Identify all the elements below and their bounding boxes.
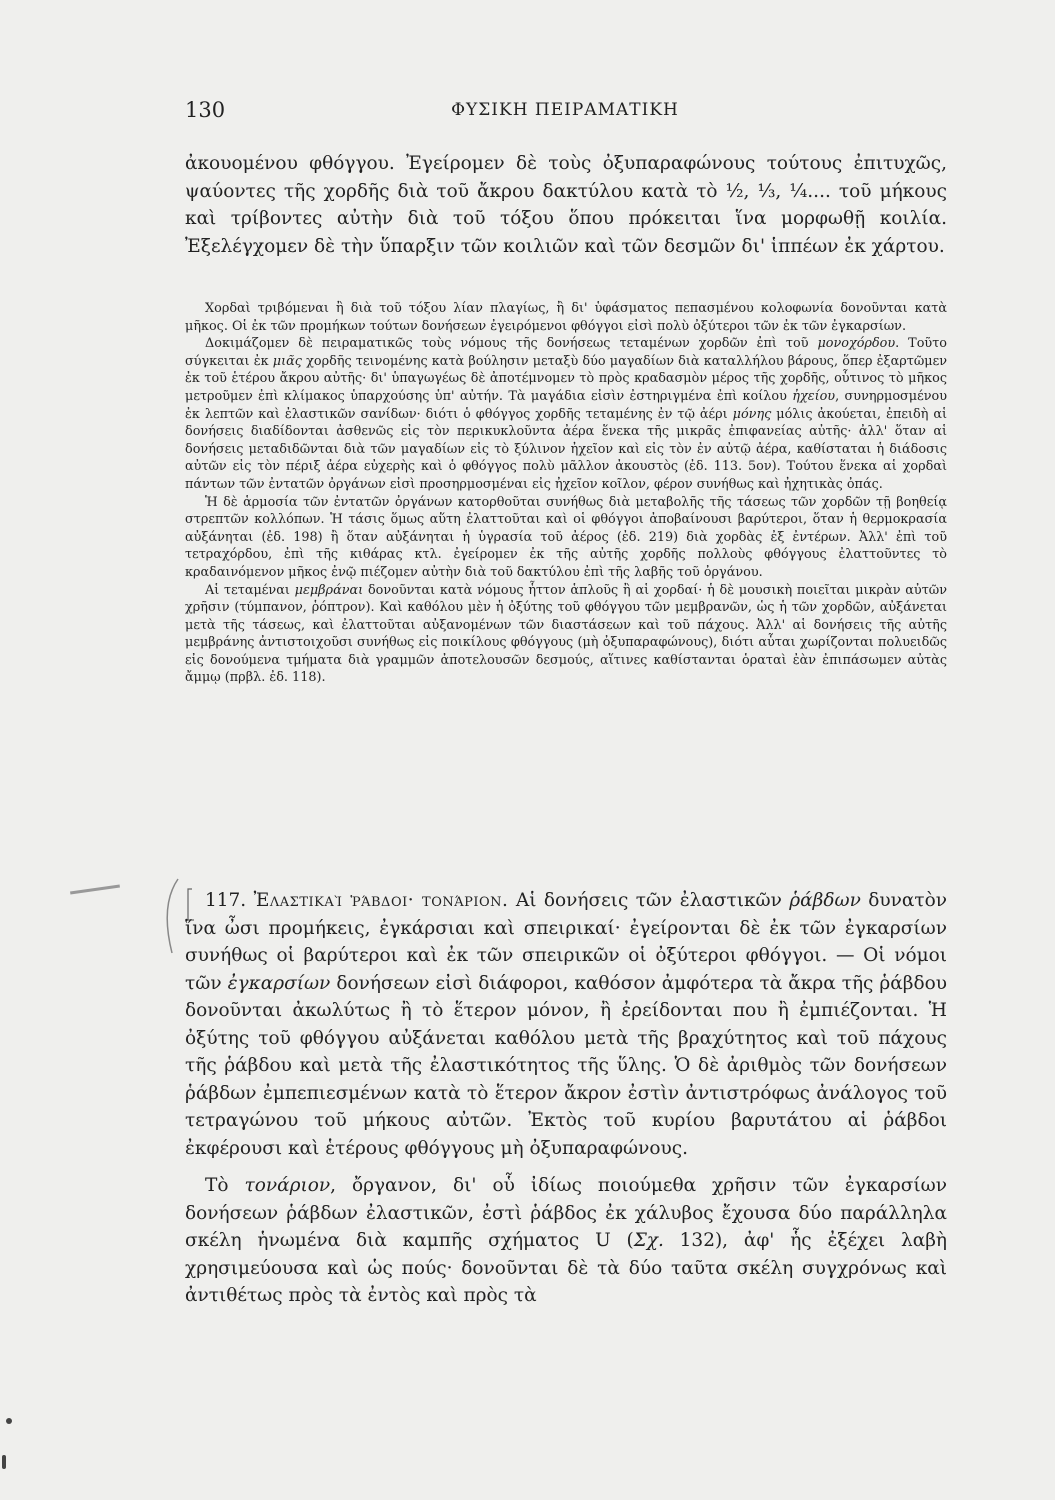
section-number: 117. <box>205 890 247 911</box>
page-number: 130 <box>185 98 226 122</box>
top-paragraph <box>185 150 947 260</box>
page-header <box>185 98 945 128</box>
scan-edge-mark <box>2 1455 6 1469</box>
pencil-bracket-mark <box>60 875 200 955</box>
note-paragraph-2: Δοκιμάζομεν δὲ πειραματικῶς τοὺς νόμους τῆς δονήσεως τεταμένων χορδῶν ἐπὶ τοῦ μονοχόρδου. Τοῦτο σύγκειται ἐκ μιᾶς χορδῆς τεινομένης κατὰ βούλησιν μεταξὺ δύο μαγαδίων διὰ καταλλήλου βάρους, ὅπερ ἐξαρτῶμεν ἐκ τοῦ ἑτέρου ἄκρου αὐτῆς· δι' ὑπαγωγέως δὲ ἀποτέμνομεν τὸ πρὸς κραδασμὸν μέρος τῆς χορδῆς, οὗτινος τὸ μῆκος μετροῦμεν ἐπὶ κλίμακος ὑπαρχούσης ὑπ' αὐτήν. Τὰ μαγάδια εἰσὶν ἐστηριγμένα ἐπὶ κοίλου ἠχείου, συνηρμοσμένου ἐκ λεπτῶν καὶ ἐλαστικῶν σανίδων· διότι ὁ φθόγγος χορδῆς τεταμένης ἐν τῷ ἀέρι μόνης μόλις ἀκούεται, ἐπειδὴ αἱ δονήσεις διαδίδονται ἀσθενῶς εἰς τὸν περικυκλοῦντα ἀέρα ἕνεκα τῆς μικρᾶς ἐπιφανείας αὐτῆς· ἀλλ' ὅταν αἱ δονήσεις μεταδιδῶνται διὰ τῶν μαγαδίων εἰς τὸ ξύλινον ἠχεῖον καὶ εἰς τὸν ἐν αὐτῷ ἀέρα, καθίσταται ἡ διάδοσις αὐτῶν εἰς τὸν πέριξ ἀέρα εὐχερὴς καὶ ὁ φθόγγος πολὺ μᾶλλον ἀκουστὸς (ἐδ. 113. 5ον). Τούτου ἕνεκα αἱ χορδαὶ πάντων τῶν ἐντατῶν ὀργάνων εἰσὶ προσηρμοσμέναι εἰς ἠχεῖον κοῖλον, φέρον συνήθως καὶ ἠχητικὰς ὀπάς. <box>185 336 948 492</box>
running-title: ΦΥΣΙΚΗ ΠΕΙΡΑΜΑΤΙΚΗ <box>451 100 679 120</box>
section-117-paragraph-1: 117. Ἐλαστικαὶ ῥάβδοι· τονάριον. Αἱ δονήσεις τῶν ἐλαστικῶν ῥάβδων δυνατὸν ἵνα ὦσι προμήκεις, ἐγκάρσιαι καὶ σπειρικαί· ἐγείρονται δὲ ἐκ τῶν ἐγκαρσίων συνήθως οἱ βαρύτεροι καὶ ἐκ τῶν σπειρικῶν οἱ ὀξύτεροι φθόγγοι. — Οἱ νόμοι τῶν ἐγκαρσίων δονήσεων εἰσὶ διάφοροι, καθόσον ἀμφότερα τὰ ἄκρα τῆς ῥάβδου δονοῦνται ἀκωλύτως ἢ τὸ ἕτερον μόνον, ἢ ἐρείδονται που ἢ ἐμπιέζονται. Ἡ ὀξύτης τοῦ φθόγγου αὐξάνεται καθόλου μετὰ τῆς βραχύτητος καὶ τοῦ πάχους τῆς ῥάβδου καὶ μετὰ τῆς ἐλαστικότητος τῆς ὕλης. Ὁ δὲ ἀριθμὸς τῶν δονήσεων ῥάβδων ἐμπεπιεσμένων κατὰ τὸ ἕτερον ἄκρον ἐστὶν ἀντιστρόφως ἀνάλογος τοῦ τετραγώνου τοῦ μήκους αὐτῶν. Ἐκτὸς τοῦ κυρίου βαρυτάτου αἱ ῥάβδοι ἐκφέρουσι καὶ ἑτέρους φθόγγους μὴ ὀξυπαραφώνους. <box>185 890 947 1159</box>
note-paragraph-3: Ἡ δὲ ἁρμοσία τῶν ἐντατῶν ὀργάνων κατορθοῦται συνήθως διὰ μεταβολῆς τῆς τάσεως τῶν χορδῶν τῇ βοηθείᾳ στρεπτῶν κολλόπων. Ἡ τάσις ὅμως αὕτη ἐλαττοῦται καὶ οἱ φθόγγοι ἀποβαίνουσι βαρύτεροι, ὅταν ἡ θερμοκρασία αὐξάνηται (ἐδ. 198) ἢ ὅταν αὐξάνηται ἡ ὑγρασία τοῦ ἀέρος (ἐδ. 219) διὰ χορδὰς ἐξ ἐντέρων. Ἀλλ' ἐπὶ τοῦ τετραχόρδου, ἐπὶ τῆς κιθάρας κτλ. ἐγείρομεν ἐκ τῆς αὐτῆς χορδῆς πολλοὺς φθόγγους ἐλαττοῦντες τὸ κραδαινόμενον μῆκος ἐνῷ πιέζομεν αὐτὴν διὰ τοῦ δακτύλου ἐπὶ τῆς λαβῆς τοῦ ὀργάνου. <box>185 494 947 580</box>
top-paragraph-text: ἀκουομένου φθόγγου. Ἐγείρομεν δὲ τοὺς ὀξυπαραφώνους τούτους ἐπιτυχῶς, ψαύοντες τῆς χορδῆς διὰ τοῦ ἄκρου δακτύλου κατὰ τὸ ½, ⅓, ¼.... τοῦ μήκους καὶ τρίβοντες αὐτὴν διὰ τοῦ τόξου ὅπου πρόκειται ἵνα μορφωθῇ κοιλία. Ἐξελέγχομεν δὲ τὴν ὕπαρξιν τῶν κοιλιῶν καὶ τῶν δεσμῶν δι' ἱππέων ἐκ χάρτου. <box>185 153 947 257</box>
section-117 <box>185 887 947 1310</box>
small-print-notes <box>185 300 947 687</box>
note-paragraph-1: Χορδαὶ τριβόμεναι ἢ διὰ τοῦ τόξου λίαν πλαγίως, ἢ δι' ὑφάσματος πεπασμένου κολοφωνία δονοῦνται κατὰ μῆκος. Οἱ ἐκ τῶν προμήκων τούτων δονήσεων ἐγειρόμενοι φθόγγοι εἰσὶ πολὺ ὀξύτεροι τῶν ἐκ τῶν ἐγκαρσίων. <box>185 301 947 334</box>
section-117-paragraph-2: Τὸ τονάριον, ὄργανον, δι' οὗ ἰδίως ποιούμεθα χρῆσιν τῶν ἐγκαρσίων δονήσεων ῥάβδων ἐλαστικῶν, ἐστὶ ῥάβδος ἐκ χάλυβος ἔχουσα δύο παράλληλα σκέλη ἡνωμένα διὰ καμπῆς σχήματος U (Σχ. 132), ἀφ' ἧς ἐξέχει λαβὴ χρησιμεύουσα καὶ ὡς πούς· δονοῦνται δὲ τὰ δύο ταῦτα σκέλη συγχρόνως καὶ ἀντιθέτως πρὸς τὰ ἐντὸς καὶ πρὸς τὰ <box>185 1175 948 1306</box>
section-heading: Ἐλαστικαὶ ῥάβδοι· τονάριον. <box>253 890 509 911</box>
scan-edge-mark <box>6 1418 12 1424</box>
note-paragraph-4: Αἱ τεταμέναι μεμβράναι δονοῦνται κατὰ νόμους ἧττον ἁπλοῦς ἢ αἱ χορδαί· ἡ δὲ μουσικὴ ποιεῖται μικρὰν αὐτῶν χρῆσιν (τύμπανον, ῥόπτρον). Καὶ καθόλου μὲν ἡ ὀξύτης τοῦ φθόγγου τῶν μεμβρανῶν, ὡς ἡ τῶν χορδῶν, αὐξάνεται μετὰ τῆς τάσεως, καὶ ἐλαττοῦται αὐξανομένων τῶν διαστάσεων καὶ τοῦ πάχους. Ἀλλ' αἱ δονήσεις τῆς αὐτῆς μεμβράνης ἀντιστοιχοῦσι συνήθως εἰς ποικίλους φθόγγους (μὴ ὀξυπαραφώνους), διότι αὗται χωρίζονται πολυειδῶς εἰς δονούμενα τμήματα διὰ γραμμῶν ἀποτελουσῶν δεσμούς, αἵτινες καθίστανται ὁραταὶ ἐὰν ἐπιπάσωμεν αὐτὰς ἄμμῳ (πρβλ. ἐδ. 118). <box>185 582 947 686</box>
